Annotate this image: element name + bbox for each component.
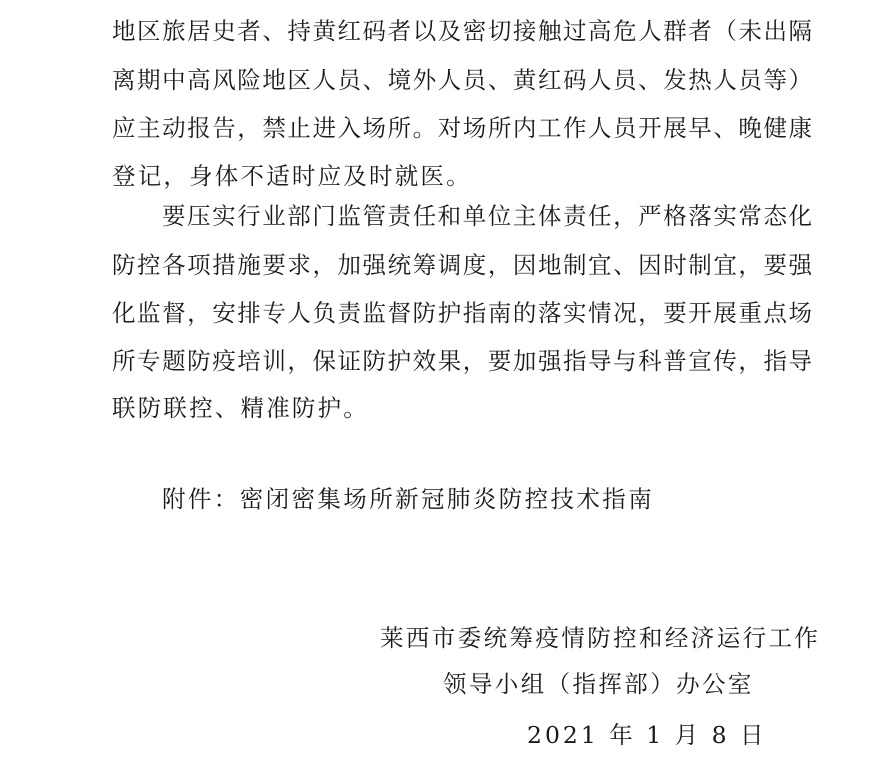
paragraph-2-line-2: 防控各项措施要求，加强统筹调度，因地制宜、因时制宜，要强 bbox=[112, 251, 812, 279]
paragraph-1-line-4: 登记，身体不适时应及时就医。 bbox=[112, 162, 472, 190]
signature-org-line-2: 领导小组（指挥部）办公室 bbox=[443, 670, 754, 698]
paragraph-2-line-4: 所专题防疫培训，保证防护效果，要加强指导与科普宣传，指导 bbox=[112, 347, 812, 375]
paragraph-2-line-5: 联防联控、精准防护。 bbox=[112, 394, 369, 422]
paragraph-1-line-3: 应主动报告，禁止进入场所。对场所内工作人员开展早、晚健康 bbox=[112, 114, 812, 142]
paragraph-1-line-1: 地区旅居史者、持黄红码者以及密切接触过高危人群者（未出隔 bbox=[112, 17, 812, 45]
attachment-line: 附件：密闭密集场所新冠肺炎防控技术指南 bbox=[162, 485, 655, 513]
signature-org-line-1: 莱西市委统筹疫情防控和经济运行工作 bbox=[380, 624, 821, 652]
paragraph-2-line-3: 化监督，安排专人负责监督防护指南的落实情况，要开展重点场 bbox=[112, 299, 812, 327]
paragraph-2-line-1: 要压实行业部门监管责任和单位主体责任，严格落实常态化 bbox=[162, 202, 812, 230]
paragraph-1-line-2: 离期中高风险地区人员、境外人员、黄红码人员、发热人员等） bbox=[112, 66, 812, 94]
signature-date: 2021 年 1 月 8 日 bbox=[527, 721, 767, 749]
